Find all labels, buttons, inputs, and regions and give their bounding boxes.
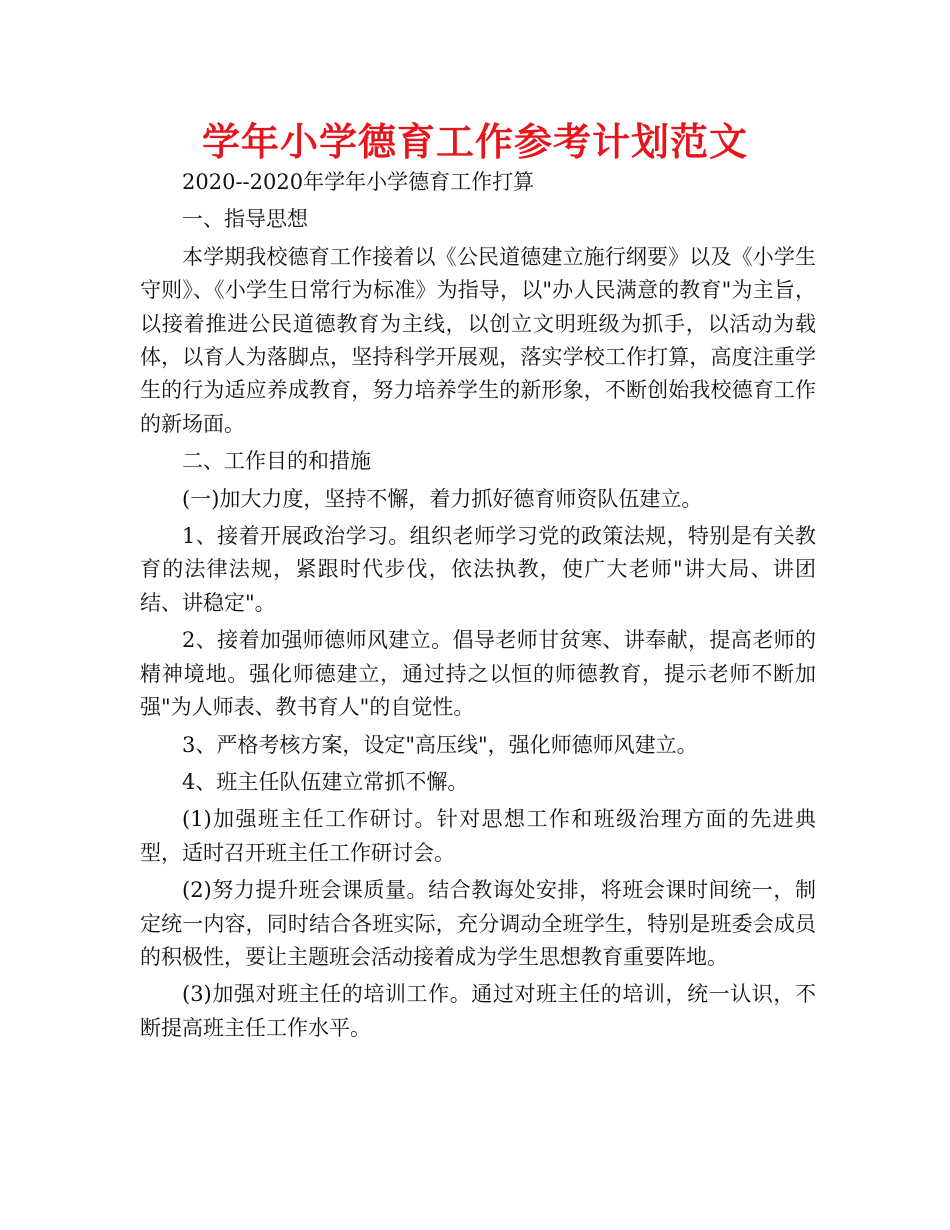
paragraph: 1、接着开展政治学习。组织老师学习党的政策法规，特别是有关教育的法律法规，紧跟时代步伐，依法执教，使广大老师"讲大局、讲团结、讲稳定"。 xyxy=(140,524,816,615)
paragraph: (一)加大力度，坚持不懈，着力抓好德育师资队伍建立。 xyxy=(182,486,703,511)
section-heading: 二、工作目的和措施 xyxy=(182,449,371,474)
paragraph: 2、接着加强师德师风建立。倡导老师甘贫寒、讲奉献，提高老师的精神境地。强化师德建立，通过持之以恒的师德教育，提示老师不断加强"为人师表、教书育人"的自觉性。 xyxy=(140,628,816,720)
paragraph: 4、班主任队伍建立常抓不懈。 xyxy=(182,769,469,794)
paragraph: 2020--2020年学年小学德育工作打算 xyxy=(182,170,535,194)
paragraph: (2)努力提升班会课质量。结合教诲处安排，将班会课时间统一，制定统一内容，同时结合各班实际，充分调动全班学生，特别是班委会成员的积极性，要让主题班会活动接着成为学生思想教育重要阵地。 xyxy=(140,878,816,969)
document-title: 学年小学德育工作参考计划范文 xyxy=(201,120,748,164)
paragraph: 本学期我校德育工作接着以《公民道德建立施行纲要》以及《小学生守则》、《小学生日常行为标准》为指导，以"办人民满意的教育"为主旨，以接着推进公民道德教育为主线，以创立文明班级为抓手，以活动为载体，以育人为落脚点，坚持科学开展观，落实学校工作打算，高度注重学生的行为适应养成教育，努力培养学生的新形象，不断创始我校德育工作的新场面。 xyxy=(140,244,816,436)
document-body xyxy=(140,166,816,1045)
paragraph: 3、严格考核方案，设定"高压线"，强化师德师风建立。 xyxy=(182,732,698,757)
paragraph: (1)加强班主任工作研讨。针对思想工作和班级治理方面的先进典型，适时召开班主任工作研讨会。 xyxy=(140,807,816,865)
paragraph: (3)加强对班主任的培训工作。通过对班主任的培训，统一认识，不断提高班主任工作水平。 xyxy=(140,982,816,1040)
section-heading: 一、指导思想 xyxy=(182,207,308,232)
